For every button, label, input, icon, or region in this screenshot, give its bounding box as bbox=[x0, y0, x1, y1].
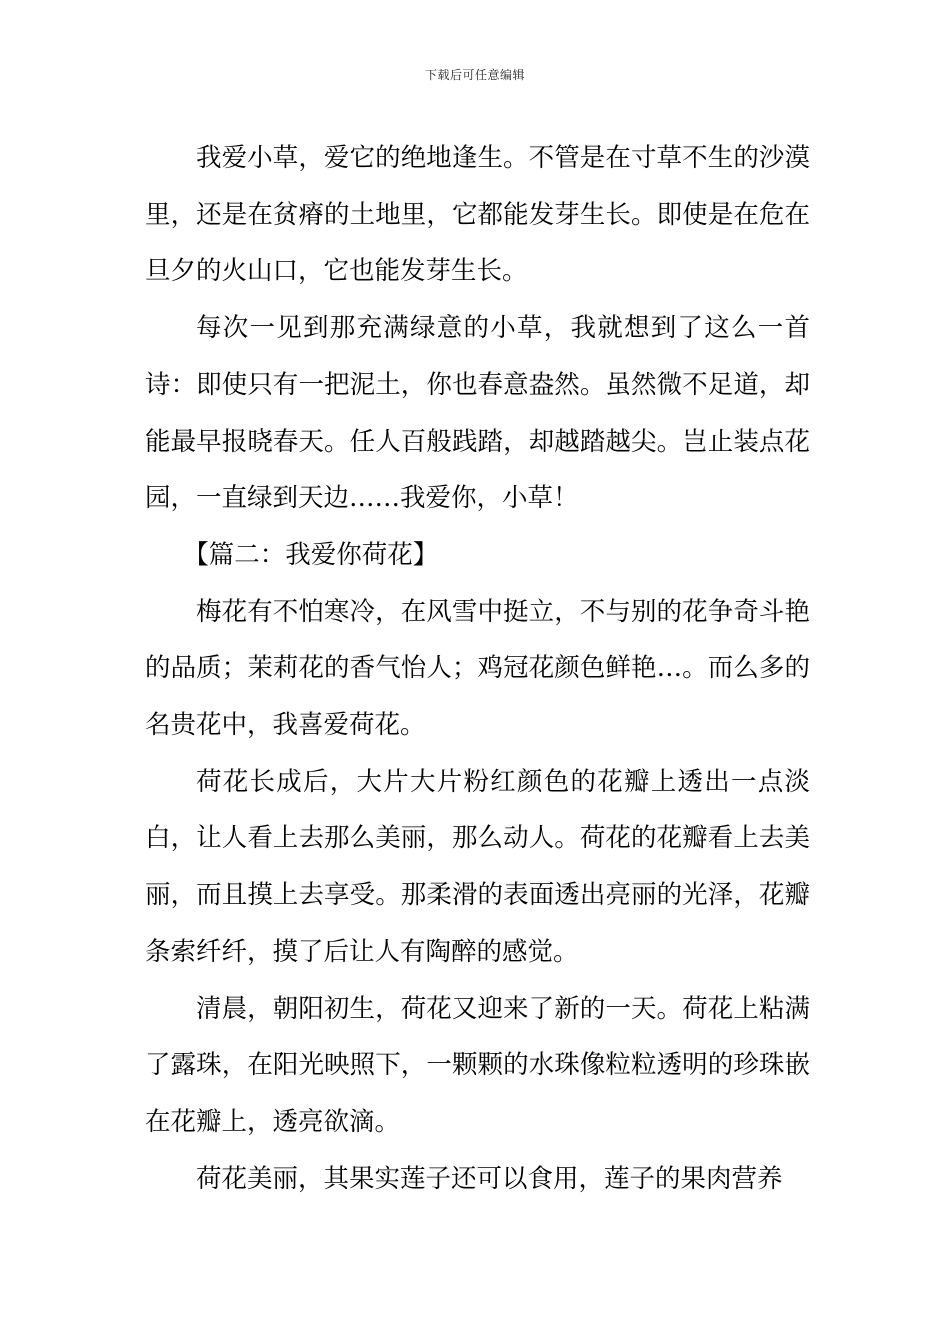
paragraph-grass-2: 每次一见到那充满绿意的小草，我就想到了这么一首诗：即使只有一把泥土，你也春意盎然。虽然微不足道，却能最早报晓春天。任人百般践踏，却越踏越尖。岂止装点花园，一直绿到天边……我爱你，小草！ bbox=[145, 313, 810, 514]
paragraph-lotus-3: 清晨，朝阳初生，荷花又迎来了新的一天。荷花上粘满了露珠，在阳光映照下，一颗颗的水珠像粒粒透明的珍珠嵌在花瓣上，透亮欲滴。 bbox=[145, 993, 810, 1137]
paragraph-lotus-4: 荷花美丽，其果实莲子还可以食用，莲子的果肉营养 bbox=[196, 1163, 783, 1194]
paragraph-lotus-1: 梅花有不怕寒冷，在风雪中挺立，不与别的花争奇斗艳的品质；茉莉花的香气怡人；鸡冠花颜色鲜艳…。而么多的名贵花中，我喜爱荷花。 bbox=[145, 596, 810, 741]
paragraph-lotus-2: 荷花长成后，大片大片粉红颜色的花瓣上透出一点淡白，让人看上去那么美丽，那么动人。荷花的花瓣看上去美丽，而且摸上去享受。那柔滑的表面透出亮丽的光泽，花瓣条索纤纤，摸了后让人有陶醉的感觉。 bbox=[145, 766, 810, 967]
document-body bbox=[145, 130, 810, 1207]
paragraph-grass-1: 我爱小草，爱它的绝地逢生。不管是在寸草不生的沙漠里，还是在贫瘠的土地里，它都能发芽生长。即使是在危在旦夕的火山口，它也能发芽生长。 bbox=[145, 143, 810, 287]
section-heading: 【篇二：我爱你荷花】 bbox=[183, 539, 439, 570]
page-header: 下载后可任意编辑 bbox=[424, 68, 525, 82]
